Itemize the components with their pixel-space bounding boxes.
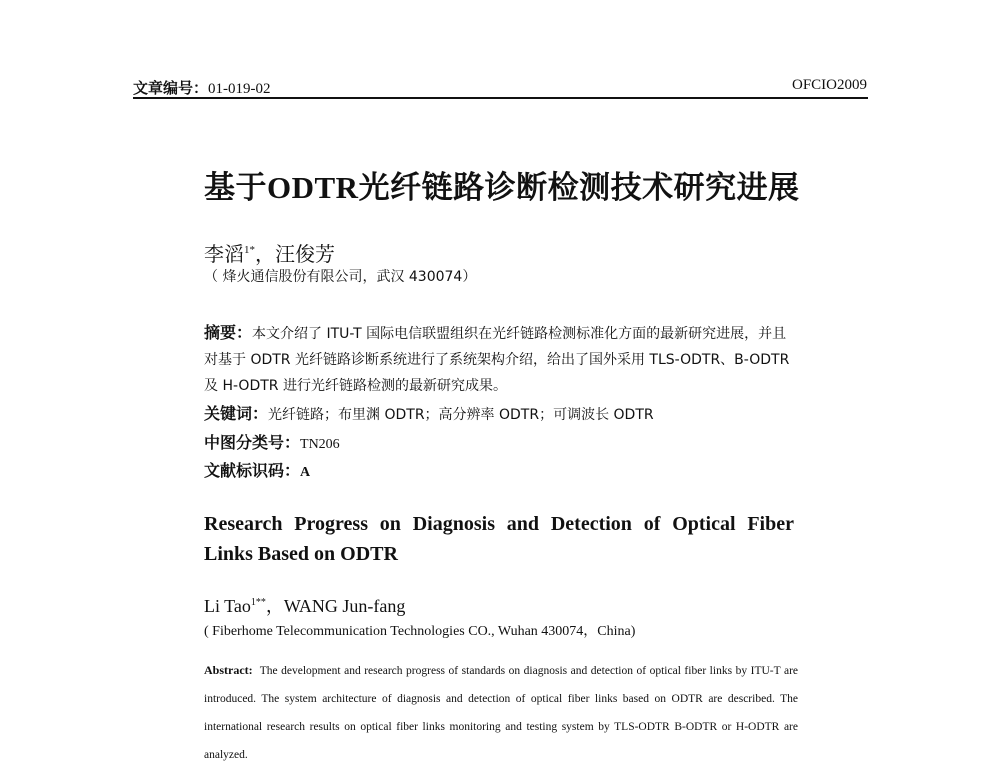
abstract-en [204, 656, 798, 769]
paper-title-cn: 基于ODTR光纤链路诊断检测技术研究进展 [204, 170, 800, 205]
article-number-label: 文章编号： [133, 79, 209, 97]
author-1-cn: 李滔 [204, 244, 244, 266]
document-code-value: A [300, 465, 311, 480]
document-code [204, 458, 310, 481]
abstract-cn-text: 本文介绍了 ITU-T 国际电信联盟组织在光纤链路检测标准化方面的最新研究进展，并且对基于 ODTR 光纤链路诊断系统进行了系统架构介绍，给出了国外采用 TLS-ODTR、B-ODTR 及 H-ODTR 进行光纤链路检测的最新研究成果。 [204, 326, 790, 394]
author-1-en-footnote: 1** [250, 597, 266, 608]
authors-cn [204, 238, 335, 267]
abstract-cn-label: 摘要： [204, 323, 253, 342]
clc-number [204, 430, 340, 453]
header-divider [133, 97, 868, 99]
author-separator: ， [255, 244, 275, 266]
paper-title-en [204, 509, 794, 569]
abstract-en-text: The development and research progress of standards on diagnosis and detection of optical fiber links by ITU-T are introduced. The system architecture of diagnosis and detection of optical fiber links based on ODTR are described. The international research results on optical fiber links monitoring and testing system by TLS-ODTR B-ODTR or H-ODTR are analyzed. [204, 665, 798, 761]
abstract-cn [204, 320, 799, 399]
keywords-cn-text: 光纤链路；布里渊 ODTR；高分辨率 ODTR；可调波长 ODTR [268, 407, 654, 423]
author-1-en: Li Tao [204, 596, 251, 616]
abstract-en-label: Abstract: [204, 663, 253, 677]
author-1-cn-footnote: 1* [244, 244, 255, 256]
keywords-cn [204, 401, 654, 424]
article-number-value: 01-019-02 [208, 81, 271, 97]
paper-title-en-line-1: Research Progress on Diagnosis and Detection of Optical Fiber [204, 513, 794, 535]
conference-code: OFCIO2009 [791, 77, 867, 93]
article-number [133, 77, 271, 98]
keywords-cn-label: 关键词： [204, 404, 269, 423]
author-2-en: WANG Jun-fang [283, 596, 406, 616]
affiliation-en: ( Fiberhome Telecommunication Technologies CO., Wuhan 430074，China) [204, 624, 636, 639]
author-separator-en: ， [265, 596, 284, 616]
affiliation-cn: （ 烽火通信股份有限公司，武汉 430074） [204, 269, 477, 285]
clc-number-label: 中图分类号： [204, 433, 301, 452]
authors-en [204, 592, 405, 618]
clc-number-value: TN206 [300, 437, 340, 452]
paper-title-en-line-2: Links Based on ODTR [204, 543, 398, 565]
author-2-cn: 汪俊芳 [275, 244, 335, 266]
document-code-label: 文献标识码： [204, 461, 301, 480]
